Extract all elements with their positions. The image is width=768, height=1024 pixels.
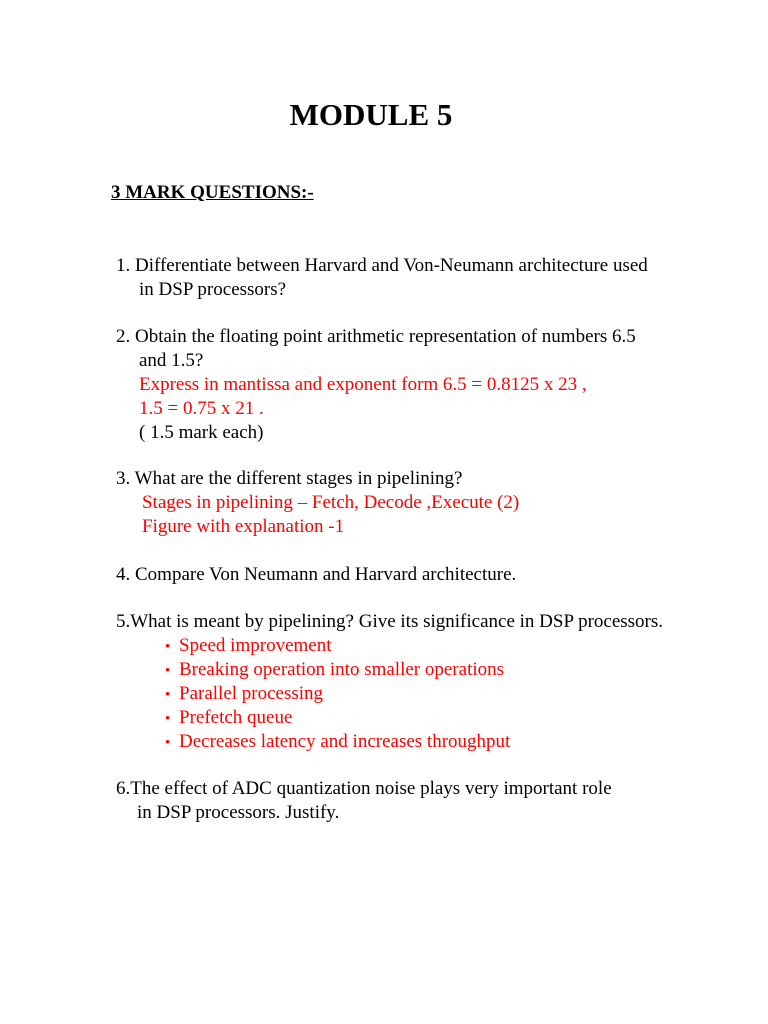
bullet-icon: •: [165, 687, 171, 703]
bullet-text: Speed improvement: [179, 635, 332, 656]
question-4-line-1: 4. Compare Von Neumann and Harvard architecture.: [116, 564, 517, 585]
question-2-line-2: and 1.5?: [139, 350, 204, 371]
bullet-icon: •: [165, 663, 171, 679]
question-2-marks: ( 1.5 mark each): [139, 422, 264, 443]
question-5-bullet-item: [165, 634, 332, 659]
question-1-line-1: 1. Differentiate between Harvard and Von-Neumann architecture used: [116, 255, 648, 276]
bullet-icon: •: [165, 639, 171, 655]
question-5-bullet-item: [165, 658, 504, 683]
question-2-answer-line-2: 1.5 = 0.75 x 21 .: [139, 398, 264, 419]
question-3-answer-line-2: Figure with explanation -1: [142, 516, 345, 537]
question-3-line-1: 3. What are the different stages in pipelining?: [116, 468, 463, 489]
question-2-line-1: 2. Obtain the floating point arithmetic representation of numbers 6.5: [116, 326, 636, 347]
bullet-icon: •: [165, 735, 171, 751]
question-5-line-1: 5.What is meant by pipelining? Give its significance in DSP processors.: [116, 611, 664, 632]
bullet-text: Decreases latency and increases throughput: [179, 731, 511, 752]
question-5-bullet-item: [165, 682, 323, 707]
question-2-answer-line-1: Express in mantissa and exponent form 6.5 = 0.8125 x 23 ,: [139, 374, 587, 395]
section-heading: 3 MARK QUESTIONS:-: [111, 182, 314, 203]
page-title: MODULE 5: [289, 97, 453, 132]
question-1-line-2: in DSP processors?: [139, 279, 287, 300]
question-6-line-2: in DSP processors. Justify.: [137, 802, 340, 823]
question-5-bullet-item: [165, 706, 292, 731]
bullet-text: Prefetch queue: [179, 707, 293, 728]
bullet-text: Breaking operation into smaller operations: [179, 659, 505, 680]
question-5-bullet-item: [165, 730, 510, 755]
bullet-icon: •: [165, 711, 171, 727]
question-3-answer-line-1: Stages in pipelining – Fetch, Decode ,Execute (2): [142, 492, 520, 513]
question-6-line-1: 6.The effect of ADC quantization noise plays very important role: [116, 778, 612, 799]
bullet-text: Parallel processing: [179, 683, 324, 704]
